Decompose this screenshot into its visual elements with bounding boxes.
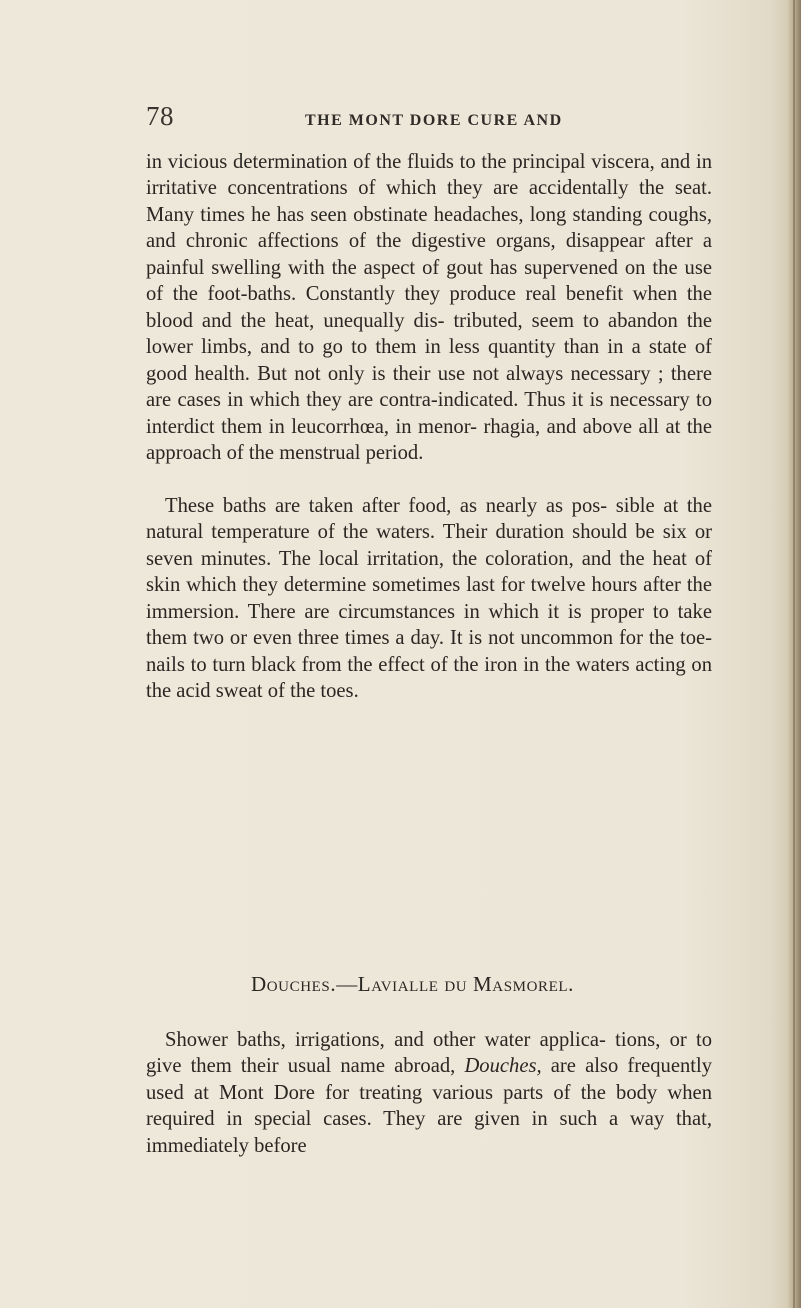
- page-number: 78: [146, 101, 174, 131]
- paragraph-2: [146, 493, 712, 705]
- paragraph-3-after: are also frequently used at Mont Dore for treating various parts of the body when required in special cases. They are given in such a way that, immediately before: [146, 1055, 712, 1157]
- running-head: THE MONT DORE CURE AND: [305, 112, 563, 129]
- paragraph-1: [146, 149, 712, 466]
- section-heading: [0, 972, 801, 997]
- section-heading-text: Douches.—Lavialle du Masmorel.: [250, 972, 575, 996]
- page-edge-line: [793, 0, 795, 1308]
- paragraph-3: [146, 1027, 712, 1159]
- paragraph-1-text: in vicious determination of the fluids to the principal viscera, and in irritative concentrations of which they are accidentally the seat. Many times he has seen obstinate headaches, long standing coughs, and chronic affections of the digestive organs, disappear after a painful swelling with the aspect of gout has supervened on the use of the foot-baths. Constantly they produce real benefit when the blood and the heat, unequally dis- tributed, seem to abandon the lower limbs, and to go to them in less quantity than in a state of good health. But not only is their use not always necessary ; there are cases in which they are contra-indicated. Thus it is necessary to interdict them in leucorrhœa, in menor- rhagia, and above all at the approach of the menstrual period.: [146, 151, 712, 464]
- paragraph-3-text: [146, 1027, 712, 1159]
- paragraph-3-italic-term: Douches,: [464, 1055, 542, 1078]
- paragraph-3-before: Shower baths, irrigations, and other water applica- tions, or to give them their usual name abroad,: [146, 1029, 712, 1078]
- paragraph-2-text: These baths are taken after food, as nearly as pos- sible at the natural temperature of the waters. Their duration should be six or seven minutes. The local irritation, the coloration, and the heat of skin which they determine sometimes last for twelve hours after the immersion. There are circumstances in which it is proper to take them two or even three times a day. It is not uncommon for the toe-nails to turn black from the effect of the iron in the waters acting on the acid sweat of the toes.: [146, 495, 712, 703]
